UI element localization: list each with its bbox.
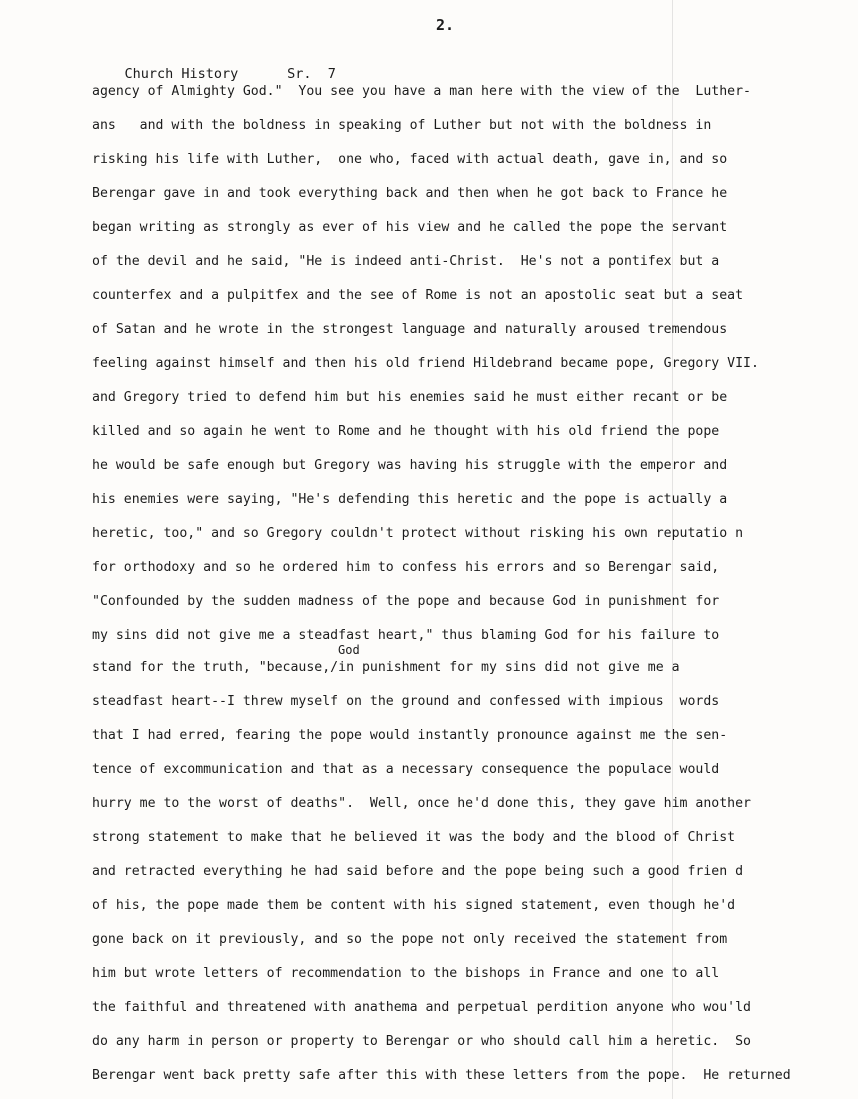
text-line: feeling against himself and then his old friend Hildebrand became pope, Gregory VII.	[92, 356, 759, 371]
text-line: steadfast heart--I threw myself on the ground and confessed with impious words	[92, 694, 720, 709]
text-line: Berengar went back pretty safe after this with these letters from the pope. He returned	[92, 1068, 791, 1083]
text-line: for orthodoxy and so he ordered him to confess his errors and so Berengar said,	[92, 560, 720, 575]
text-line: hurry me to the worst of deaths". Well, once he'd done this, they gave him another	[92, 796, 751, 811]
header-course: Church History	[124, 66, 239, 82]
text-line: of his, the pope made them be content with his signed statement, even though he'd	[92, 898, 736, 913]
text-line: of Satan and he wrote in the strongest language and naturally aroused tremendous	[92, 322, 728, 337]
text-line: ans and with the boldness in speaking of Luther but not with the boldness in	[92, 118, 712, 133]
text-line: my sins did not give me a steadfast heart," thus blaming God for his failure to	[92, 628, 720, 643]
header-term: Sr.	[287, 66, 312, 82]
text-line: his enemies were saying, "He's defending this heretic and the pope is actually a	[92, 492, 728, 507]
text-line: gone back on it previously, and so the pope not only received the statement from	[92, 932, 728, 947]
text-line: heretic, too," and so Gregory couldn't protect without risking his own reputatio n	[92, 526, 744, 541]
text-line: "Confounded by the sudden madness of the pope and because God in punishment for	[92, 594, 720, 609]
text-line: killed and so again he went to Rome and he thought with his old friend the pope	[92, 424, 720, 439]
text-line: and Gregory tried to defend him but his enemies said he must either recant or be	[92, 390, 728, 405]
text-line: of the devil and he said, "He is indeed anti-Christ. He's not a pontifex but a	[92, 254, 720, 269]
page-number: 2.	[436, 16, 455, 34]
text-line: Berengar gave in and took everything back and then when he got back to France he	[92, 186, 728, 201]
text-line: agency of Almighty God." You see you have a man here with the view of the Luther-	[92, 84, 751, 99]
text-line: the faithful and threatened with anathema and perpetual perdition anyone who wou'ld	[92, 1000, 751, 1015]
text-line: began writing as strongly as ever of his view and he called the pope the servant	[92, 220, 728, 235]
text-line: tence of excommunication and that as a necessary consequence the populace would	[92, 762, 720, 777]
text-line: counterfex and a pulpitfex and the see of Rome is not an apostolic seat but a seat	[92, 288, 744, 303]
interlinear-insert: God	[338, 643, 360, 657]
text-line: that I had erred, fearing the pope would instantly pronounce against me the sen-	[92, 728, 728, 743]
text-line: do any harm in person or property to Berengar or who should call him a heretic. So	[92, 1034, 751, 1049]
header-number: 7	[327, 66, 336, 82]
text-line: risking his life with Luther, one who, faced with actual death, gave in, and so	[92, 152, 728, 167]
text-line: him but wrote letters of recommendation to the bishops in France and one to all	[92, 966, 720, 981]
text-line: strong statement to make that he believed it was the body and the blood of Christ	[92, 830, 736, 845]
text-line: and retracted everything he had said before and the pope being such a good frien d	[92, 864, 744, 879]
text-line: stand for the truth, "because,/in punishment for my sins did not give me a	[92, 660, 680, 675]
text-line: he would be safe enough but Gregory was having his struggle with the emperor and	[92, 458, 728, 473]
